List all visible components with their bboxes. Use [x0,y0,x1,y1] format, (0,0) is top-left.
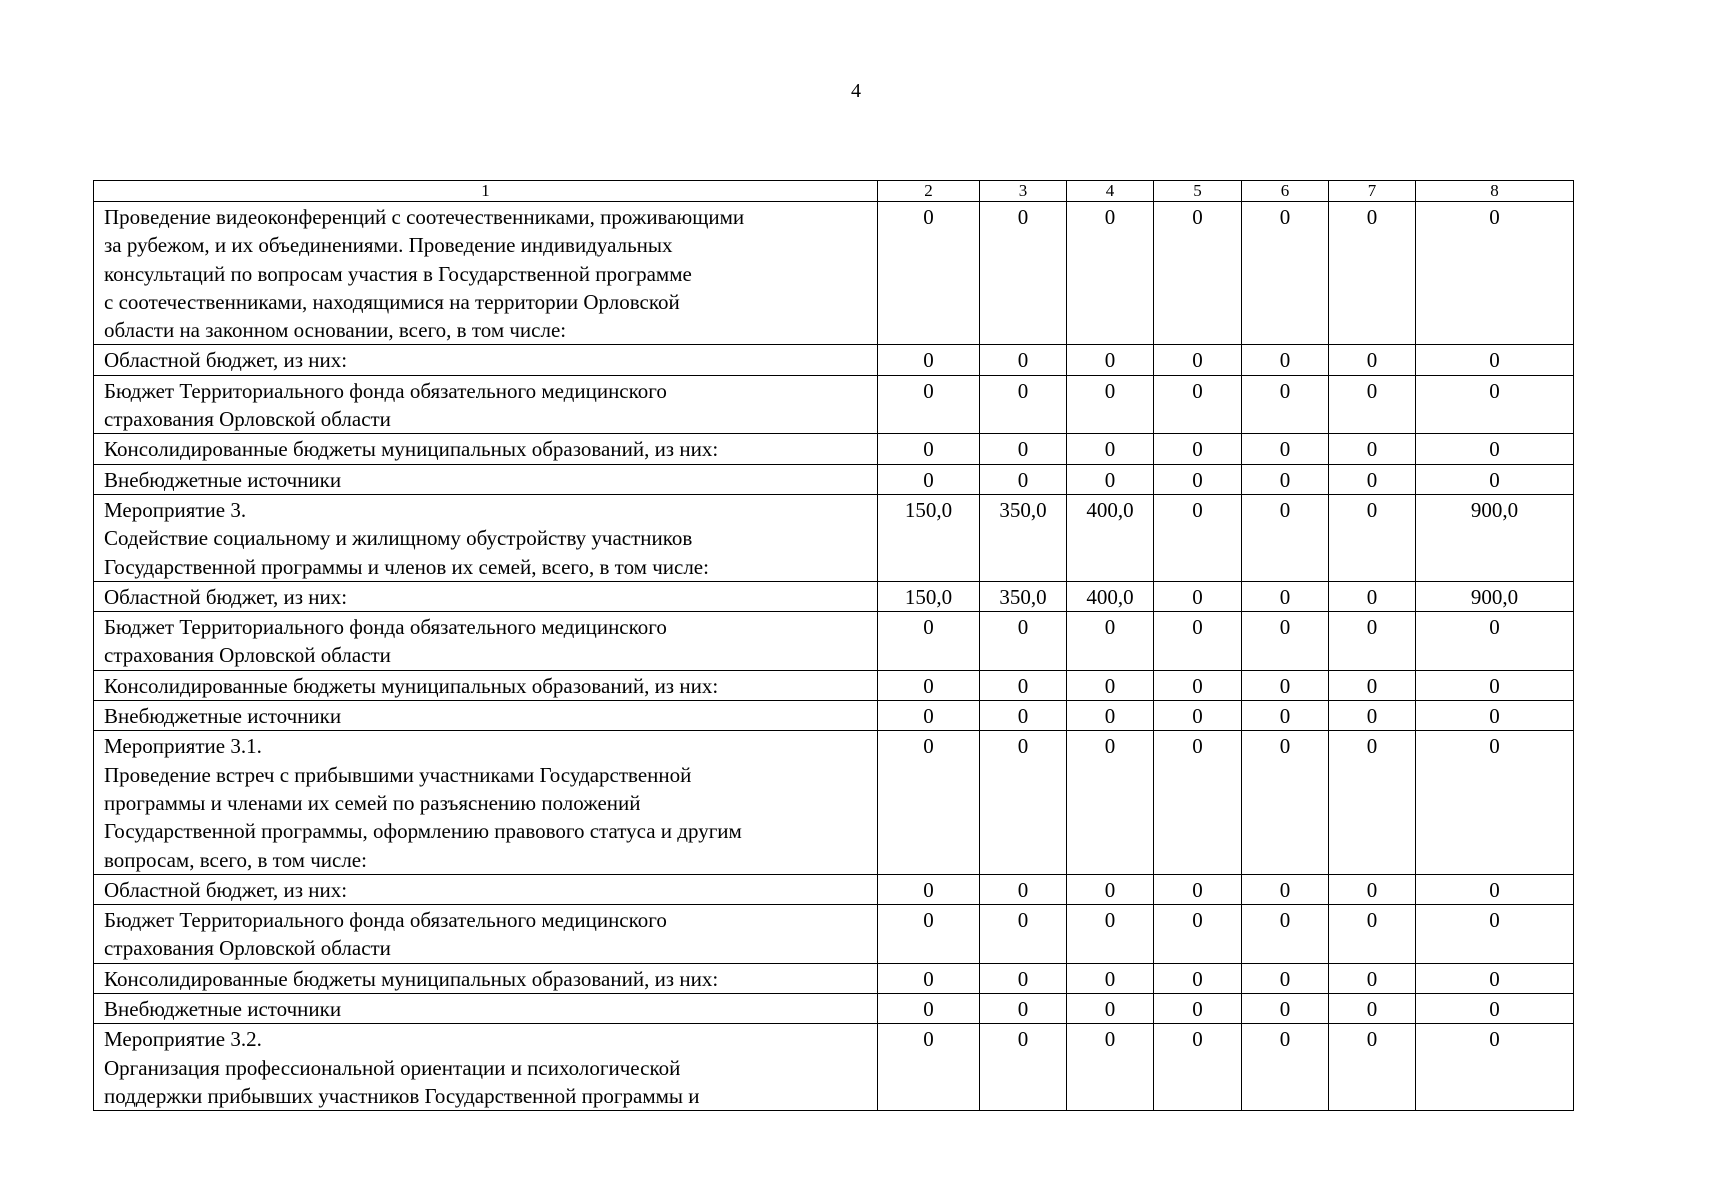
row-value: 0 [1416,963,1574,993]
row-value: 0 [878,994,980,1024]
row-value: 0 [1416,874,1574,904]
row-value: 0 [1416,701,1574,731]
row-value: 0 [878,701,980,731]
row-value: 0 [1416,464,1574,494]
column-number: 6 [1242,181,1329,202]
column-number: 8 [1416,181,1574,202]
row-value: 0 [1242,375,1329,434]
row-value: 0 [1329,905,1416,964]
row-label: Проведение видеоконференций с соотечественниками, проживающими за рубежом, и их объединениями. Проведение индивидуальных консультаций по вопросам участия в Государственной программе с соотечественниками, находящимися на территории Орловской области на законном основании, всего, в том числе: [94,202,878,345]
row-value: 0 [1329,612,1416,671]
table-row [94,874,1574,904]
table-body [94,181,1574,1111]
row-value: 0 [878,434,980,464]
row-value: 0 [1416,994,1574,1024]
row-value: 0 [1154,963,1242,993]
row-value: 0 [1416,731,1574,874]
row-value: 0 [1067,202,1154,345]
row-label: Мероприятие 3.1. Проведение встреч с прибывшими участниками Государственной программы и членами их семей по разъяснению положений Государственной программы, оформлению правового статуса и другим вопросам, всего, в том числе: [94,731,878,874]
row-value: 0 [1329,731,1416,874]
row-value: 0 [1154,701,1242,731]
row-value: 0 [1329,202,1416,345]
row-value: 0 [878,963,980,993]
row-label: Консолидированные бюджеты муниципальных образований, из них: [94,670,878,700]
row-label: Внебюджетные источники [94,701,878,731]
row-value: 0 [980,345,1067,375]
row-value: 0 [1242,731,1329,874]
row-value: 0 [1154,612,1242,671]
table-row [94,963,1574,993]
row-value: 0 [1067,612,1154,671]
row-value: 0 [1329,670,1416,700]
row-value: 0 [1329,494,1416,581]
page-number: 4 [851,80,861,102]
row-value: 0 [1067,464,1154,494]
row-value: 0 [1154,494,1242,581]
row-value: 0 [1242,963,1329,993]
column-number: 5 [1154,181,1242,202]
row-value: 0 [1416,345,1574,375]
row-label: Внебюджетные источники [94,464,878,494]
row-label: Мероприятие 3. Содействие социальному и жилищному обустройству участников Государственной программы и членов их семей, всего, в том числе: [94,494,878,581]
column-number: 7 [1329,181,1416,202]
row-value: 0 [980,963,1067,993]
row-label: Консолидированные бюджеты муниципальных образований, из них: [94,434,878,464]
row-value: 0 [980,464,1067,494]
table-row [94,905,1574,964]
row-value: 0 [1329,994,1416,1024]
row-label: Консолидированные бюджеты муниципальных образований, из них: [94,963,878,993]
row-value: 0 [1154,202,1242,345]
column-number: 2 [878,181,980,202]
row-value: 0 [1067,701,1154,731]
row-value: 0 [1329,963,1416,993]
table-row [94,345,1574,375]
row-value: 0 [1154,581,1242,611]
row-value: 0 [878,874,980,904]
table-row [94,1024,1574,1111]
table-row [94,701,1574,731]
row-value: 0 [1242,345,1329,375]
row-value: 0 [1067,994,1154,1024]
row-value: 900,0 [1416,494,1574,581]
row-value: 0 [1329,1024,1416,1111]
row-value: 0 [1242,994,1329,1024]
row-value: 0 [980,1024,1067,1111]
row-value: 900,0 [1416,581,1574,611]
row-value: 0 [980,670,1067,700]
row-value: 0 [1067,731,1154,874]
row-value: 0 [1329,345,1416,375]
row-value: 0 [878,731,980,874]
row-value: 150,0 [878,494,980,581]
row-value: 0 [878,375,980,434]
table-row [94,375,1574,434]
table-row [94,670,1574,700]
row-value: 0 [1242,494,1329,581]
row-value: 0 [1067,1024,1154,1111]
row-value: 0 [1067,345,1154,375]
row-value: 0 [1154,464,1242,494]
row-value: 0 [1242,434,1329,464]
table-row [94,202,1574,345]
table-row [94,464,1574,494]
table-row [94,494,1574,581]
row-value: 0 [1242,1024,1329,1111]
row-value: 0 [1416,202,1574,345]
row-value: 0 [1154,434,1242,464]
row-value: 0 [1154,731,1242,874]
row-value: 0 [980,874,1067,904]
row-label: Бюджет Территориального фонда обязательного медицинского страхования Орловской области [94,612,878,671]
row-value: 0 [1154,874,1242,904]
column-number-row [94,181,1574,202]
row-label: Бюджет Территориального фонда обязательного медицинского страхования Орловской области [94,905,878,964]
row-value: 0 [1329,375,1416,434]
row-value: 0 [1067,874,1154,904]
row-value: 0 [1416,1024,1574,1111]
row-value: 0 [980,905,1067,964]
row-value: 0 [1242,581,1329,611]
row-value: 0 [980,701,1067,731]
table-row [94,434,1574,464]
budget-table [93,180,1574,1111]
row-value: 0 [1416,612,1574,671]
row-value: 0 [1242,874,1329,904]
row-value: 400,0 [1067,581,1154,611]
row-label: Бюджет Территориального фонда обязательного медицинского страхования Орловской области [94,375,878,434]
column-number: 3 [980,181,1067,202]
row-value: 350,0 [980,494,1067,581]
row-value: 0 [1067,670,1154,700]
row-value: 0 [980,994,1067,1024]
table-row [94,612,1574,671]
row-value: 350,0 [980,581,1067,611]
row-value: 0 [1329,701,1416,731]
row-value: 0 [878,464,980,494]
table-row [94,731,1574,874]
row-value: 0 [1154,345,1242,375]
row-value: 400,0 [1067,494,1154,581]
row-value: 0 [1154,994,1242,1024]
row-value: 0 [1329,464,1416,494]
row-value: 0 [1154,905,1242,964]
row-value: 0 [980,375,1067,434]
row-value: 150,0 [878,581,980,611]
row-value: 0 [1242,701,1329,731]
row-label: Областной бюджет, из них: [94,581,878,611]
row-value: 0 [980,434,1067,464]
row-label: Мероприятие 3.2. Организация профессиональной ориентации и психологической поддержки прибывших участников Государственной программы и [94,1024,878,1111]
row-value: 0 [1067,905,1154,964]
row-value: 0 [1242,612,1329,671]
row-value: 0 [1242,464,1329,494]
row-value: 0 [878,1024,980,1111]
row-value: 0 [878,202,980,345]
row-value: 0 [1329,874,1416,904]
row-value: 0 [1329,434,1416,464]
row-value: 0 [980,612,1067,671]
row-value: 0 [878,670,980,700]
row-value: 0 [1067,963,1154,993]
row-value: 0 [1242,202,1329,345]
row-value: 0 [878,905,980,964]
row-value: 0 [980,731,1067,874]
row-value: 0 [1416,375,1574,434]
row-value: 0 [1154,1024,1242,1111]
row-value: 0 [980,202,1067,345]
row-value: 0 [878,612,980,671]
row-value: 0 [1067,434,1154,464]
row-value: 0 [1416,434,1574,464]
row-label: Областной бюджет, из них: [94,874,878,904]
row-label: Внебюджетные источники [94,994,878,1024]
row-value: 0 [1067,375,1154,434]
column-number: 1 [94,181,878,202]
table-row [94,994,1574,1024]
row-value: 0 [1329,581,1416,611]
row-value: 0 [1416,670,1574,700]
row-value: 0 [1242,905,1329,964]
row-value: 0 [1242,670,1329,700]
row-label: Областной бюджет, из них: [94,345,878,375]
row-value: 0 [1154,375,1242,434]
row-value: 0 [878,345,980,375]
row-value: 0 [1416,905,1574,964]
column-number: 4 [1067,181,1154,202]
row-value: 0 [1154,670,1242,700]
table-row [94,581,1574,611]
